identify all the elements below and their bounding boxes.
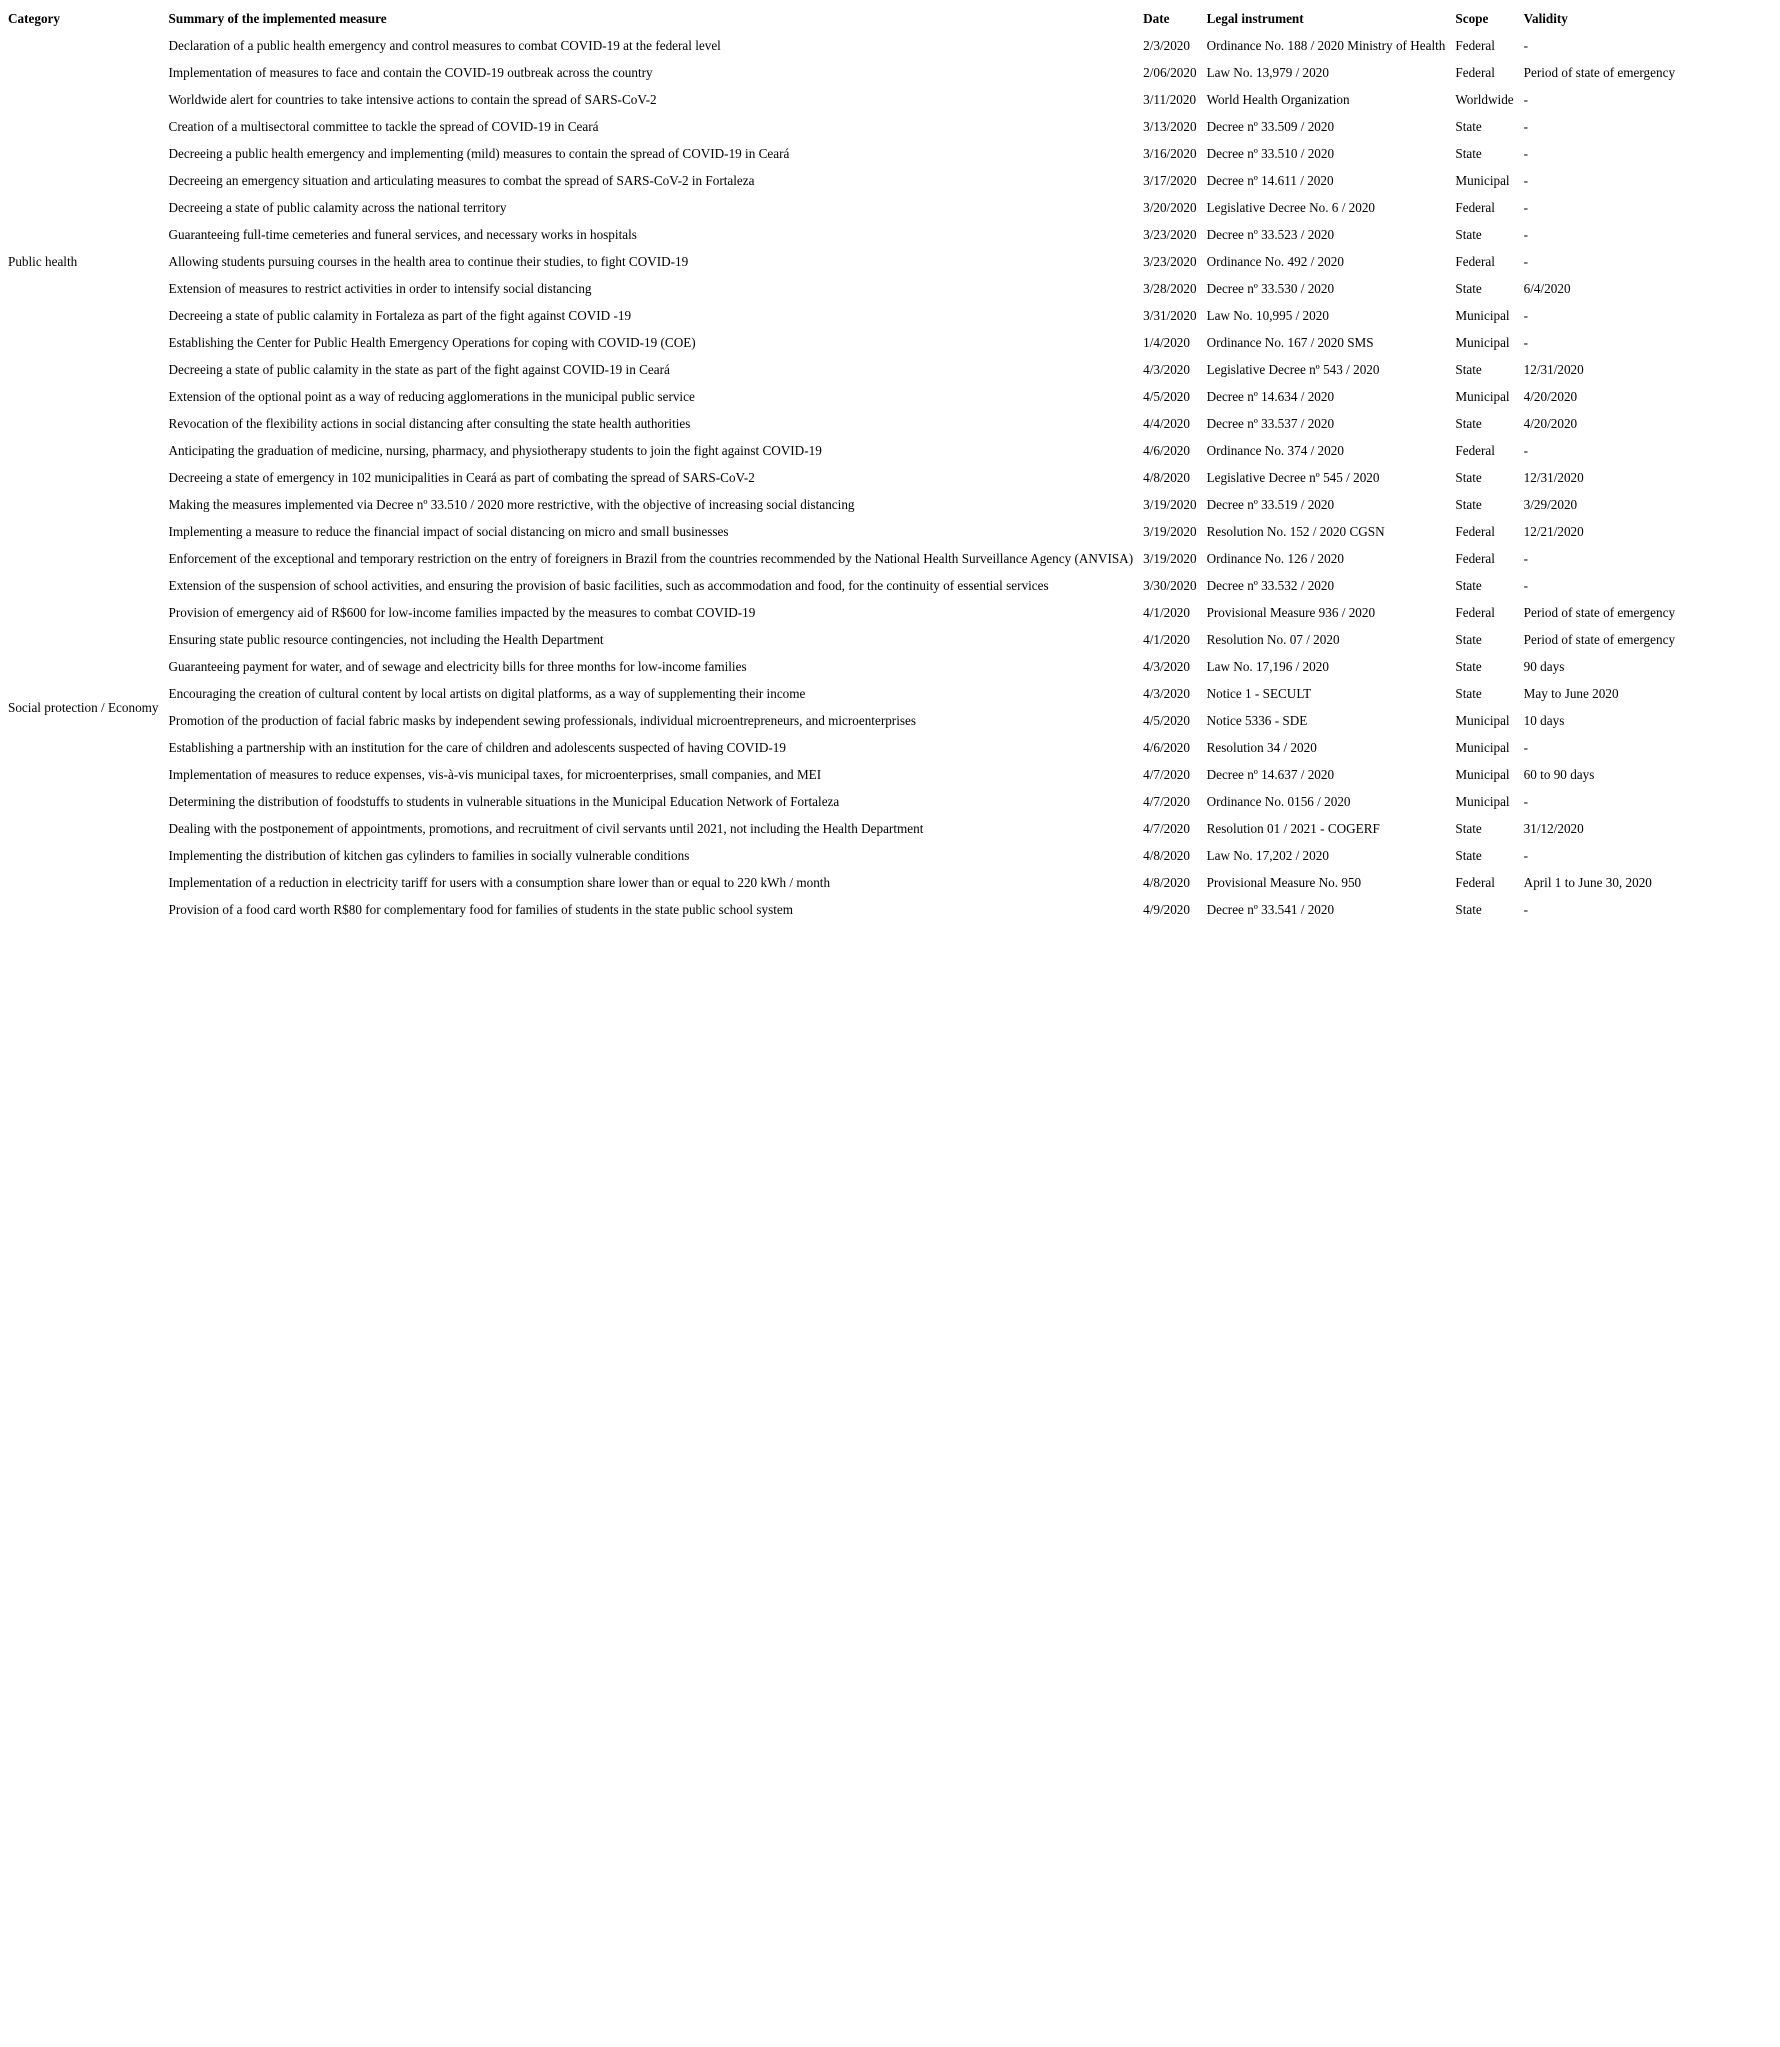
validity-cell: - bbox=[1523, 740, 1529, 755]
date-cell: 3/11/2020 bbox=[1143, 92, 1197, 107]
scope-cell: State bbox=[1455, 416, 1482, 431]
date-cell: 3/23/2020 bbox=[1143, 227, 1197, 242]
validity-cell: 12/31/2020 bbox=[1523, 362, 1584, 377]
scope-cell: State bbox=[1455, 578, 1482, 593]
table-row bbox=[3, 356, 1680, 383]
table-row bbox=[3, 653, 1680, 680]
summary-cell: Decreeing a state of emergency in 102 municipalities in Ceará as part of combating the spread of SARS-CoV-2 bbox=[168, 470, 755, 485]
summary-cell: Implementing a measure to reduce the financial impact of social distancing on micro and small businesses bbox=[168, 524, 729, 539]
summary-cell: Revocation of the flexibility actions in social distancing after consulting the state health authorities bbox=[168, 416, 691, 431]
date-cell: 3/23/2020 bbox=[1143, 254, 1197, 269]
date-cell: 4/8/2020 bbox=[1143, 875, 1190, 890]
legal-instrument-cell: Decree nº 33.530 / 2020 bbox=[1206, 281, 1335, 296]
date-cell: 4/8/2020 bbox=[1143, 848, 1190, 863]
validity-cell: - bbox=[1523, 848, 1529, 863]
date-cell: 4/1/2020 bbox=[1143, 632, 1190, 647]
measures-table bbox=[3, 5, 1680, 923]
legal-instrument-cell: Decree nº 33.519 / 2020 bbox=[1206, 497, 1335, 512]
legal-instrument-cell: Decree nº 14.634 / 2020 bbox=[1206, 389, 1335, 404]
summary-cell: Determining the distribution of foodstuffs to students in vulnerable situations in the Municipal Education Network of Fortaleza bbox=[168, 794, 840, 809]
legal-instrument-cell: Provisional Measure 936 / 2020 bbox=[1206, 605, 1376, 620]
legal-instrument-cell: Decree nº 33.532 / 2020 bbox=[1206, 578, 1335, 593]
table-row bbox=[3, 815, 1680, 842]
table-row bbox=[3, 842, 1680, 869]
date-cell: 4/7/2020 bbox=[1143, 821, 1190, 836]
table-row bbox=[3, 59, 1680, 86]
date-cell: 1/4/2020 bbox=[1143, 335, 1190, 350]
table-row bbox=[3, 167, 1680, 194]
table-row bbox=[3, 896, 1680, 923]
scope-cell: State bbox=[1455, 146, 1482, 161]
date-cell: 3/13/2020 bbox=[1143, 119, 1197, 134]
summary-cell: Declaration of a public health emergency and control measures to combat COVID-19 at the federal level bbox=[168, 38, 721, 53]
table-row bbox=[3, 518, 1680, 545]
legal-instrument-cell: Law No. 17,196 / 2020 bbox=[1206, 659, 1329, 674]
header-summary: Summary of the implemented measure bbox=[168, 11, 387, 26]
table-row bbox=[3, 572, 1680, 599]
summary-cell: Worldwide alert for countries to take intensive actions to contain the spread of SARS-CoV-2 bbox=[168, 92, 657, 107]
validity-cell: - bbox=[1523, 578, 1529, 593]
validity-cell: Period of state of emergency bbox=[1523, 605, 1676, 620]
scope-cell: State bbox=[1455, 281, 1482, 296]
scope-cell: State bbox=[1455, 848, 1482, 863]
summary-cell: Implementing the distribution of kitchen gas cylinders to families in socially vulnerable conditions bbox=[168, 848, 690, 863]
date-cell: 4/3/2020 bbox=[1143, 362, 1190, 377]
table-row bbox=[3, 734, 1680, 761]
legal-instrument-cell: Decree nº 33.510 / 2020 bbox=[1206, 146, 1335, 161]
scope-cell: Municipal bbox=[1455, 173, 1510, 188]
legal-instrument-cell: Ordinance No. 492 / 2020 bbox=[1206, 254, 1344, 269]
validity-cell: May to June 2020 bbox=[1523, 686, 1619, 701]
validity-cell: 10 days bbox=[1523, 713, 1565, 728]
summary-cell: Extension of the suspension of school activities, and ensuring the provision of basic facilities, such as accommodation and food, for the continuity of essential services bbox=[168, 578, 1049, 593]
category-cell: Social protection / Economy bbox=[8, 699, 159, 715]
summary-cell: Implementation of measures to reduce expenses, vis-à-vis municipal taxes, for microenterprises, small companies, and MEI bbox=[168, 767, 822, 782]
validity-cell: - bbox=[1523, 551, 1529, 566]
header-row bbox=[3, 5, 1680, 32]
summary-cell: Establishing a partnership with an institution for the care of children and adolescents suspected of having COVID-19 bbox=[168, 740, 786, 755]
legal-instrument-cell: Legislative Decree nº 545 / 2020 bbox=[1206, 470, 1380, 485]
summary-cell: Provision of a food card worth R$80 for complementary food for families of students in the state public school system bbox=[168, 902, 793, 917]
date-cell: 3/16/2020 bbox=[1143, 146, 1197, 161]
summary-cell: Decreeing an emergency situation and articulating measures to combat the spread of SARS-CoV-2 in Fortaleza bbox=[168, 173, 755, 188]
validity-cell: - bbox=[1523, 794, 1529, 809]
table-row bbox=[3, 32, 1680, 59]
summary-cell: Provision of emergency aid of R$600 for low-income families impacted by the measures to combat COVID-19 bbox=[168, 605, 756, 620]
legal-instrument-cell: Decree nº 14.611 / 2020 bbox=[1206, 173, 1334, 188]
date-cell: 3/31/2020 bbox=[1143, 308, 1197, 323]
date-cell: 4/6/2020 bbox=[1143, 740, 1190, 755]
scope-cell: Federal bbox=[1455, 875, 1495, 890]
scope-cell: Federal bbox=[1455, 65, 1495, 80]
header-scope: Scope bbox=[1455, 11, 1489, 26]
date-cell: 3/19/2020 bbox=[1143, 551, 1197, 566]
scope-cell: Municipal bbox=[1455, 335, 1510, 350]
scope-cell: Federal bbox=[1455, 605, 1495, 620]
validity-cell: 4/20/2020 bbox=[1523, 416, 1578, 431]
table-row bbox=[3, 410, 1680, 437]
legal-instrument-cell: Legislative Decree nº 543 / 2020 bbox=[1206, 362, 1380, 377]
table-row bbox=[3, 329, 1680, 356]
header-legal-instrument: Legal instrument bbox=[1206, 11, 1304, 26]
summary-cell: Decreeing a public health emergency and implementing (mild) measures to contain the spread of COVID-19 in Ceará bbox=[168, 146, 790, 161]
summary-cell: Dealing with the postponement of appointments, promotions, and recruitment of civil servants until 2021, not including the Health Department bbox=[168, 821, 924, 836]
legal-instrument-cell: Legislative Decree No. 6 / 2020 bbox=[1206, 200, 1376, 215]
validity-cell: - bbox=[1523, 200, 1529, 215]
validity-cell: 31/12/2020 bbox=[1523, 821, 1584, 836]
summary-cell: Promotion of the production of facial fabric masks by independent sewing professionals, individual microentrepreneurs, and microenterprises bbox=[168, 713, 916, 728]
date-cell: 3/19/2020 bbox=[1143, 497, 1197, 512]
date-cell: 4/3/2020 bbox=[1143, 659, 1190, 674]
summary-cell: Encouraging the creation of cultural content by local artists on digital platforms, as a way of supplementing their income bbox=[168, 686, 806, 701]
header-validity: Validity bbox=[1523, 11, 1568, 26]
table-row bbox=[3, 437, 1680, 464]
summary-cell: Making the measures implemented via Decree nº 33.510 / 2020 more restrictive, with the objective of increasing social distancing bbox=[168, 497, 855, 512]
table-row bbox=[3, 626, 1680, 653]
table-row bbox=[3, 383, 1680, 410]
legal-instrument-cell: Resolution 01 / 2021 - COGERF bbox=[1206, 821, 1380, 836]
legal-instrument-cell: Resolution 34 / 2020 bbox=[1206, 740, 1317, 755]
table-row bbox=[3, 869, 1680, 896]
validity-cell: April 1 to June 30, 2020 bbox=[1523, 875, 1652, 890]
legal-instrument-cell: Law No. 10,995 / 2020 bbox=[1206, 308, 1329, 323]
scope-cell: State bbox=[1455, 686, 1482, 701]
date-cell: 4/7/2020 bbox=[1143, 767, 1190, 782]
validity-cell: - bbox=[1523, 119, 1529, 134]
scope-cell: Federal bbox=[1455, 524, 1495, 539]
validity-cell: 6/4/2020 bbox=[1523, 281, 1571, 296]
legal-instrument-cell: Decree nº 33.523 / 2020 bbox=[1206, 227, 1335, 242]
date-cell: 3/28/2020 bbox=[1143, 281, 1197, 296]
validity-cell: - bbox=[1523, 308, 1529, 323]
table-row bbox=[3, 113, 1680, 140]
validity-cell: - bbox=[1523, 146, 1529, 161]
scope-cell: State bbox=[1455, 659, 1482, 674]
table-row bbox=[3, 680, 1680, 707]
summary-cell: Anticipating the graduation of medicine, nursing, pharmacy, and physiotherapy students to join the fight against COVID-19 bbox=[168, 443, 822, 458]
legal-instrument-cell: Ordinance No. 167 / 2020 SMS bbox=[1206, 335, 1374, 350]
legal-instrument-cell: Resolution No. 152 / 2020 CGSN bbox=[1206, 524, 1385, 539]
date-cell: 4/9/2020 bbox=[1143, 902, 1190, 917]
validity-cell: - bbox=[1523, 254, 1529, 269]
validity-cell: - bbox=[1523, 173, 1529, 188]
summary-cell: Extension of the optional point as a way of reducing agglomerations in the municipal public service bbox=[168, 389, 695, 404]
legal-instrument-cell: Notice 1 - SECULT bbox=[1206, 686, 1312, 701]
summary-cell: Ensuring state public resource contingencies, not including the Health Department bbox=[168, 632, 604, 647]
validity-cell: 90 days bbox=[1523, 659, 1565, 674]
scope-cell: Federal bbox=[1455, 443, 1495, 458]
summary-cell: Extension of measures to restrict activities in order to intensify social distancing bbox=[168, 281, 592, 296]
legal-instrument-cell: Decree nº 33.509 / 2020 bbox=[1206, 119, 1335, 134]
table-row bbox=[3, 302, 1680, 329]
table-row bbox=[3, 248, 1680, 275]
date-cell: 4/8/2020 bbox=[1143, 470, 1190, 485]
legal-instrument-cell: Decree nº 33.541 / 2020 bbox=[1206, 902, 1335, 917]
date-cell: 4/5/2020 bbox=[1143, 389, 1190, 404]
summary-cell: Implementation of measures to face and contain the COVID-19 outbreak across the country bbox=[168, 65, 653, 80]
summary-cell: Enforcement of the exceptional and temporary restriction on the entry of foreigners in Brazil from the countries recommended by the National Health Surveillance Agency (ANVISA) bbox=[168, 551, 1134, 566]
scope-cell: Municipal bbox=[1455, 740, 1510, 755]
table-row bbox=[3, 86, 1680, 113]
scope-cell: Federal bbox=[1455, 254, 1495, 269]
summary-cell: Decreeing a state of public calamity across the national territory bbox=[168, 200, 507, 215]
scope-cell: Federal bbox=[1455, 200, 1495, 215]
header-category: Category bbox=[8, 11, 60, 26]
scope-cell: Worldwide bbox=[1455, 92, 1514, 107]
summary-cell: Decreeing a state of public calamity in the state as part of the fight against COVID-19 in Ceará bbox=[168, 362, 670, 377]
validity-cell: - bbox=[1523, 227, 1529, 242]
date-cell: 2/06/2020 bbox=[1143, 65, 1197, 80]
legal-instrument-cell: Law No. 13,979 / 2020 bbox=[1206, 65, 1329, 80]
legal-instrument-cell: Ordinance No. 374 / 2020 bbox=[1206, 443, 1344, 458]
date-cell: 4/6/2020 bbox=[1143, 443, 1190, 458]
table-row bbox=[3, 221, 1680, 248]
validity-cell: Period of state of emergency bbox=[1523, 632, 1676, 647]
date-cell: 2/3/2020 bbox=[1143, 38, 1190, 53]
validity-cell: Period of state of emergency bbox=[1523, 65, 1676, 80]
date-cell: 4/7/2020 bbox=[1143, 794, 1190, 809]
summary-cell: Guaranteeing full-time cemeteries and funeral services, and necessary works in hospitals bbox=[168, 227, 637, 242]
summary-cell: Allowing students pursuing courses in the health area to continue their studies, to fight COVID-19 bbox=[168, 254, 689, 269]
scope-cell: State bbox=[1455, 470, 1482, 485]
scope-cell: State bbox=[1455, 821, 1482, 836]
scope-cell: State bbox=[1455, 362, 1482, 377]
scope-cell: Municipal bbox=[1455, 794, 1510, 809]
scope-cell: State bbox=[1455, 632, 1482, 647]
date-cell: 3/20/2020 bbox=[1143, 200, 1197, 215]
validity-cell: - bbox=[1523, 92, 1529, 107]
scope-cell: Municipal bbox=[1455, 713, 1510, 728]
category-cell: Public health bbox=[8, 254, 78, 269]
legal-instrument-cell: Resolution No. 07 / 2020 bbox=[1206, 632, 1340, 647]
date-cell: 3/17/2020 bbox=[1143, 173, 1197, 188]
validity-cell: 12/21/2020 bbox=[1523, 524, 1584, 539]
date-cell: 4/5/2020 bbox=[1143, 713, 1190, 728]
scope-cell: Federal bbox=[1455, 551, 1495, 566]
legal-instrument-cell: Notice 5336 - SDE bbox=[1206, 713, 1308, 728]
scope-cell: Municipal bbox=[1455, 389, 1510, 404]
summary-cell: Creation of a multisectoral committee to tackle the spread of COVID-19 in Ceará bbox=[168, 119, 599, 134]
validity-cell: 60 to 90 days bbox=[1523, 767, 1595, 782]
validity-cell: 3/29/2020 bbox=[1523, 497, 1578, 512]
table-row bbox=[3, 599, 1680, 626]
validity-cell: - bbox=[1523, 335, 1529, 350]
legal-instrument-cell: Decree nº 14.637 / 2020 bbox=[1206, 767, 1335, 782]
legal-instrument-cell: World Health Organization bbox=[1206, 92, 1350, 107]
legal-instrument-cell: Decree nº 33.537 / 2020 bbox=[1206, 416, 1335, 431]
validity-cell: - bbox=[1523, 902, 1529, 917]
validity-cell: - bbox=[1523, 443, 1529, 458]
scope-cell: Municipal bbox=[1455, 767, 1510, 782]
table-body bbox=[3, 32, 1680, 923]
scope-cell: State bbox=[1455, 227, 1482, 242]
date-cell: 3/30/2020 bbox=[1143, 578, 1197, 593]
summary-cell: Decreeing a state of public calamity in Fortaleza as part of the fight against COVID -19 bbox=[168, 308, 632, 323]
legal-instrument-cell: Law No. 17,202 / 2020 bbox=[1206, 848, 1329, 863]
date-cell: 4/3/2020 bbox=[1143, 686, 1190, 701]
summary-cell: Establishing the Center for Public Health Emergency Operations for coping with COVID-19 (COE) bbox=[168, 335, 696, 350]
legal-instrument-cell: Provisional Measure No. 950 bbox=[1206, 875, 1362, 890]
table-row bbox=[3, 194, 1680, 221]
table-row bbox=[3, 788, 1680, 815]
scope-cell: Municipal bbox=[1455, 308, 1510, 323]
table-row bbox=[3, 761, 1680, 788]
table-row bbox=[3, 464, 1680, 491]
legal-instrument-cell: Ordinance No. 0156 / 2020 bbox=[1206, 794, 1351, 809]
date-cell: 4/1/2020 bbox=[1143, 605, 1190, 620]
summary-cell: Guaranteeing payment for water, and of sewage and electricity bills for three months for low-income families bbox=[168, 659, 747, 674]
scope-cell: State bbox=[1455, 497, 1482, 512]
table-header bbox=[3, 5, 1680, 32]
table-row bbox=[3, 491, 1680, 518]
scope-cell: State bbox=[1455, 902, 1482, 917]
validity-cell: 12/31/2020 bbox=[1523, 470, 1584, 485]
legal-instrument-cell: Ordinance No. 126 / 2020 bbox=[1206, 551, 1344, 566]
scope-cell: State bbox=[1455, 119, 1482, 134]
table-row bbox=[3, 545, 1680, 572]
date-cell: 4/4/2020 bbox=[1143, 416, 1190, 431]
table-row bbox=[3, 275, 1680, 302]
table-row bbox=[3, 707, 1680, 734]
summary-cell: Implementation of a reduction in electricity tariff for users with a consumption share lower than or equal to 220 kWh / month bbox=[168, 875, 831, 890]
date-cell: 3/19/2020 bbox=[1143, 524, 1197, 539]
validity-cell: - bbox=[1523, 38, 1529, 53]
table-row bbox=[3, 140, 1680, 167]
header-date: Date bbox=[1143, 11, 1170, 26]
validity-cell: 4/20/2020 bbox=[1523, 389, 1578, 404]
scope-cell: Federal bbox=[1455, 38, 1495, 53]
legal-instrument-cell: Ordinance No. 188 / 2020 Ministry of Health bbox=[1206, 38, 1446, 53]
